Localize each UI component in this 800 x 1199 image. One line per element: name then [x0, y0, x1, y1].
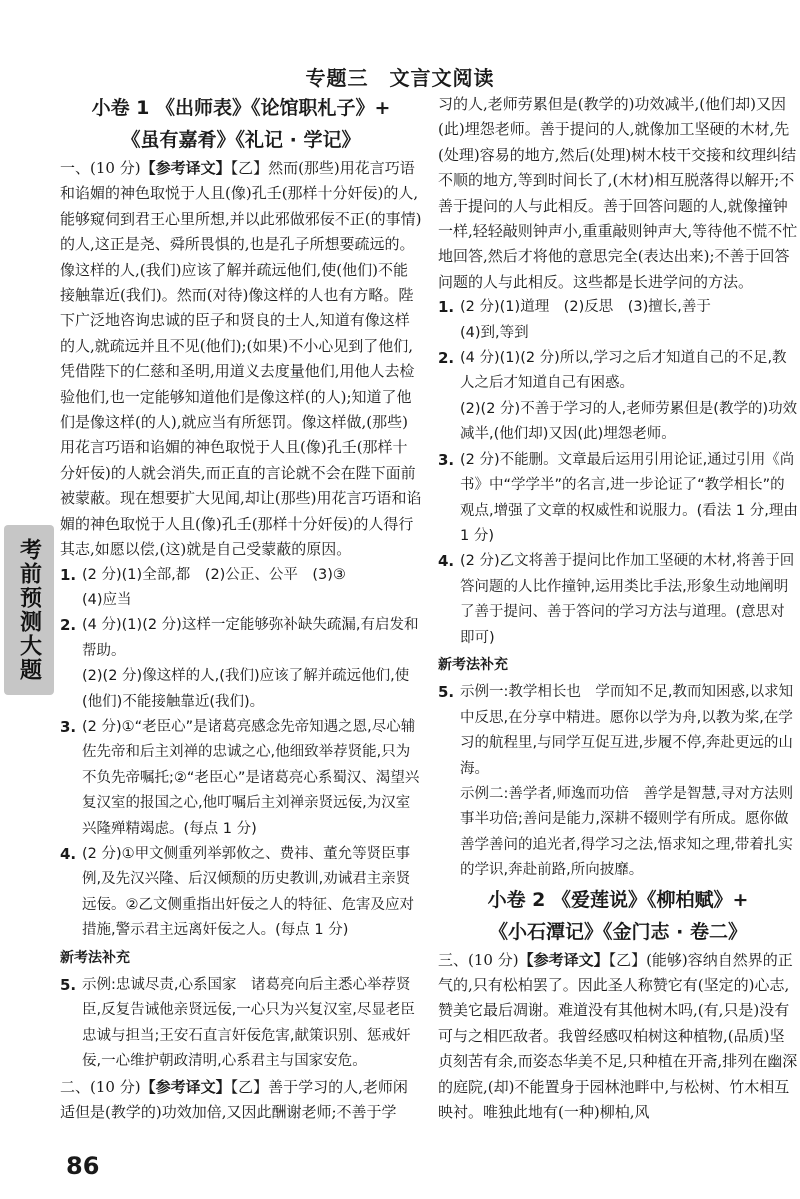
answer-sub: (2)(2 分)像这样的人,(我们)应该了解并疏远他们,使(他们)不能接触靠近(我们)。 [82, 668, 410, 710]
new-method-label: 新考法补充 [438, 656, 508, 673]
side-tab [4, 525, 54, 695]
answer-sub: (4)到,等到 [460, 324, 529, 341]
answer-text: (2 分)乙文将善于提问比作加工坚硬的木材,将善于回答问题的人比作撞钟,运用类比手法,形象生动地阐明了善于提问、善于答问的学习方法与道理。(意思对即可) [460, 553, 795, 646]
answer-item-3 [438, 448, 798, 550]
answer-num: 4. [60, 844, 77, 863]
page-number: 86 [66, 1152, 100, 1180]
q3-prefix: 三、(10 分) [438, 950, 519, 969]
answer-item-1 [60, 563, 422, 588]
answer-item-5 [438, 680, 798, 782]
answer-sub: 示例二:善学者,师逸而功倍 善学是智慧,寻对方法则事半功倍;善问是能力,深耕不辍则学有所成。愿你做善学善问的追光者,得学习之法,悟求知之理,带着扎实的学识,奔赴前路,所向披靡。 [460, 785, 794, 879]
answer-text: (2 分)不能删。文章最后运用引用论证,通过引用《尚书》中“学学半”的名言,进一步论证了“教学相长”的观点,增强了文章的权威性和说服力。(看法 1 分,理由 1 分) [460, 451, 798, 544]
q1-text: 【乙】然而(那些)用花言巧语和谄媚的神色取悦于人且(像)孔壬(那样十分奸佞)的人,能够窥伺到君王心里所想,并以此邪做邪佞不正(的事情)的人,这正是尧、舜所畏惧的,也是孔子所想要疏远的。像这样的人,(我们)应该了解并疏远他们,使(他们)不能接触靠近(我们)。然而(对待)像这样的人也有方略。陛下广泛地咨询忠诚的臣子和贤良的士人,知道有像这样的人,就疏远并且不见(他们);(如果)不小心见到了他们,凭借陛下的仁慈和圣明,用道义去度量他们,用他人去检验他们,也一定能够知道他们是像这样(的人);知道了他们是像这样(的人),就应当有所惩罚。像这样做,(那些)用花言巧语和谄媚的神色取悦于人且(像)孔壬(那样十分奸佞)的人就会消失,而正直的言论就不会在陛下面前被蒙蔽。现在想要扩大见闻,却让(那些)用花言巧语和谄媚的神色取悦于人且(像)孔壬(那样十分奸佞)的人得行其志,如愿以偿,(这)就是自己受蒙蔽的原因。 [60, 159, 422, 559]
answer-num: 2. [60, 616, 77, 635]
answer-text: 示例:忠诚尽责,心系国家 诸葛亮向后主悉心举荐贤臣,反复告诫他亲贤远佞,一心只为兴复汉室,尽显老臣忠诚与担当;王安石直言奸佞危害,献策识别、惩戒奸佞,一心维护朝政清明,心系君主与国家安危。 [82, 977, 415, 1070]
answer-item-2 [60, 613, 422, 664]
right-answer-list [438, 295, 798, 651]
q2-continuation: 习的人,老师劳累但是(教学的)功效减半,(他们却)又因(此)埋怨老师。善于提问的人,就像加工坚硬的木材,先(处理)容易的地方,然后(处理)树木枝干交接和纹理纠结不顺的地方,等到时间长了,(木材)相互脱落得以解开;不善于提问的人与此相反。善于回答问题的人,就像撞钟一样,轻轻敲则钟声小,重重敲则钟声大,等待他不慌不忙地回答,然后才将他的意思完全(表达出来);不善于回答问题的人与此相反。这些都是长进学问的方法。 [438, 95, 798, 291]
section-title-2-line1: 小卷 2 《爱莲说》《柳柏赋》+ [487, 888, 749, 911]
q1-prefix: 一、(10 分) [60, 159, 141, 177]
answer-num: 4. [438, 552, 455, 571]
left-column [60, 92, 422, 1152]
answer-num: 5. [60, 976, 77, 994]
answer-text: (4 分)(1)(2 分)这样一定能够弥补缺失疏漏,有启发和帮助。 [82, 617, 419, 659]
answer-text: 示例一:教学相长也 学而知不足,教而知困惑,以求知中反思,在分享中精进。愿你以学为舟,以教为桨,在学习的航程里,与同学互促互进,步履不停,奔赴更远的山海。 [460, 684, 794, 777]
q2-ref-label: 【参考译文】 [140, 1077, 231, 1096]
side-tab-label: 考前预测大题 [16, 538, 42, 682]
answer-num: 1. [60, 565, 77, 584]
q1-ref-label: 【参考译文】 [140, 159, 231, 177]
answer-item-2 [438, 346, 798, 397]
answer-sub: (4)应当 [82, 591, 132, 608]
answer-sub: (2)(2 分)不善于学习的人,老师劳累但是(教学的)功效减半,(他们却)又因(此)埋怨老师。 [460, 400, 798, 443]
answer-item-1 [438, 295, 798, 320]
answer-text: (2 分)(1)道理 (2)反思 (3)擅长,善于 [460, 299, 711, 316]
answer-num: 1. [438, 298, 455, 317]
answer-num: 3. [438, 450, 455, 469]
new-method-label: 新考法补充 [60, 949, 130, 966]
answer-item-4 [60, 842, 422, 944]
page-header: 专题三 文言文阅读 [305, 66, 495, 90]
answer-num: 5. [438, 683, 455, 702]
answer-item-5 [60, 973, 422, 1075]
q1-paragraph [60, 156, 422, 563]
right-column [438, 92, 798, 1152]
q3-paragraph [438, 948, 798, 1126]
section-title-2-line2: 《小石潭记》《金门志 · 卷二》 [489, 920, 747, 943]
q2-text: 【乙】善于学习的人,老师闲适但是(教学的)功效加倍,又因此酬谢老师;不善于学 [60, 1077, 408, 1122]
left-answer-list [60, 563, 422, 944]
section-title-1-line2: 《虽有嘉肴》《礼记 · 学记》 [121, 129, 361, 151]
q3-text: 【乙】(能够)容纳自然界的正气的,只有松柏罢了。因此圣人称赞它有(坚定的)心志,赞美它最后凋谢。难道没有其他树木吗,(有,只是)没有可与之相匹敌者。我曾经感叹柏树这种植物,(品质)坚贞刻苦有余,而姿态华美不足,只种植在开斋,排列在幽深的庭院,(却)不能置身于园林池畔中,与松树、竹木相互映衬。唯独此地有(一种)柳柏,风 [438, 950, 798, 1122]
q2-prefix: 二、(10 分) [60, 1077, 141, 1096]
answer-text: (4 分)(1)(2 分)所以,学习之后才知道自己的不足,教人之后才知道自己有困惑。 [460, 350, 787, 392]
answer-item-4 [438, 549, 798, 651]
answer-num: 3. [60, 717, 77, 736]
answer-num: 2. [438, 349, 455, 368]
answer-item-3 [60, 715, 422, 842]
q2-paragraph [60, 1075, 422, 1126]
answer-text: (2 分)(1)全部,都 (2)公正、公平 (3)③ [82, 566, 346, 583]
answer-text: (2 分)①“老臣心”是诸葛亮感念先帝知遇之恩,尽心辅佐先帝和后主刘禅的忠诚之心,他细致举荐贤能,只为不负先帝嘱托;②“老臣心”是诸葛亮心系蜀汉、渴望兴复汉室的报国之心,他叮嘱后主刘禅亲贤远佞,为汉室兴隆殚精竭虑。(每点 1 分) [82, 718, 420, 837]
section-title-1-line1: 小卷 1 《出师表》《论馆职札子》+ [91, 97, 391, 119]
q3-ref-label: 【参考译文】 [518, 950, 609, 969]
answer-text: (2 分)①甲文侧重列举郭攸之、费祎、董允等贤臣事例,及先汉兴隆、后汉倾颓的历史教训,劝诫君主亲贤远佞。②乙文侧重指出奸佞之人的特征、危害及应对措施,警示君主远离奸佞之人。(每点 1 分) [82, 845, 414, 939]
